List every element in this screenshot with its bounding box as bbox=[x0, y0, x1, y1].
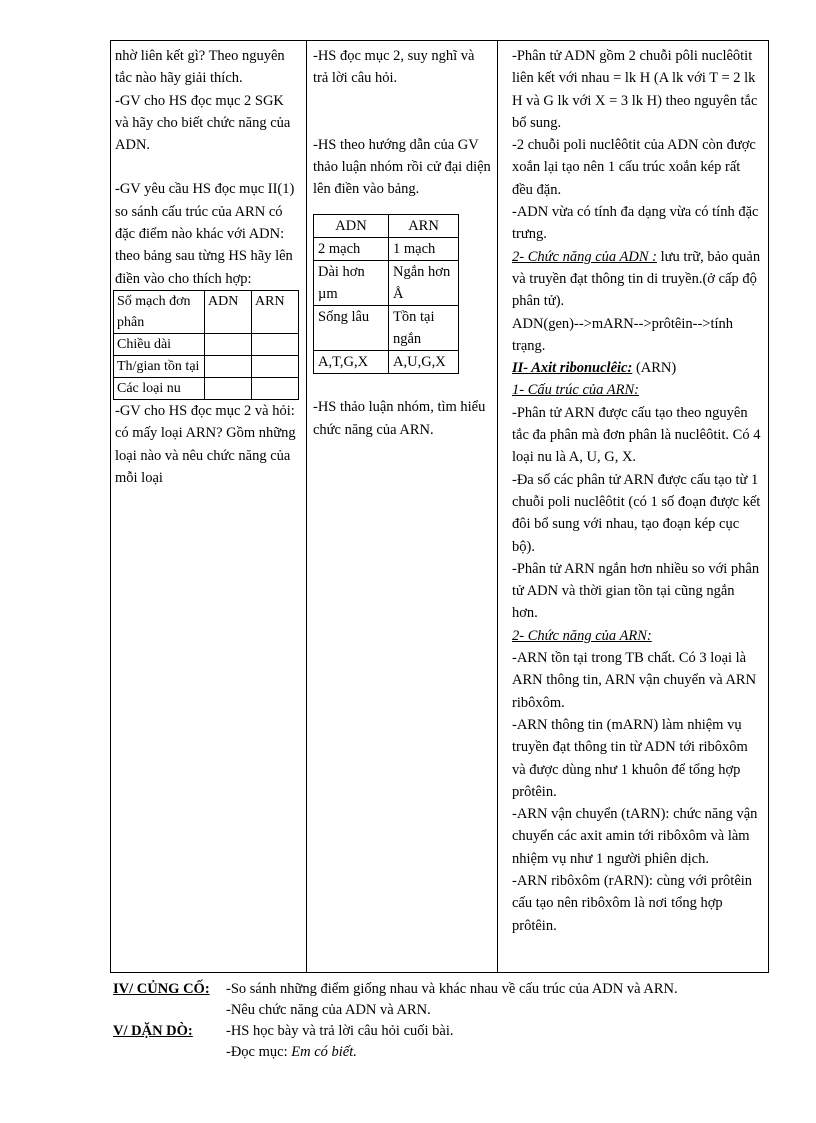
table-row bbox=[314, 351, 459, 374]
consolidation-row bbox=[113, 1000, 773, 1021]
teacher-activity-column bbox=[111, 41, 307, 972]
table-cell bbox=[252, 355, 299, 377]
homework-row bbox=[113, 1042, 773, 1063]
homework-label: V/ DẶN DÒ: bbox=[113, 1023, 193, 1039]
table-cell: Tồn tại ngắn bbox=[389, 306, 459, 351]
col3-paragraph-5: -Phân tử ARN được cấu tạo theo nguyên tắc đa phân mà đơn phân là nuclêôtit. Có 4 loại nu là A, U, G, X. bbox=[512, 404, 761, 466]
table-row bbox=[114, 355, 299, 377]
table-cell: Ngắn hơn Å bbox=[389, 261, 459, 306]
consolidation-item: -Nêu chức năng của ADN và ARN. bbox=[226, 1002, 431, 1018]
compare-table-answer bbox=[313, 214, 459, 374]
homework-row bbox=[113, 1021, 773, 1042]
arn-structure-heading: 1- Cấu trúc của ARN: bbox=[512, 382, 639, 399]
table-cell: Chiều dài bbox=[114, 333, 205, 355]
table-cell: Dài hơn µm bbox=[314, 261, 389, 306]
table-row bbox=[314, 261, 459, 306]
col1-paragraph-4: -GV cho HS đọc mục 2 và hỏi: có mấy loại ARN? Gồm những loại nào và nêu chức năng của mỗi loại bbox=[115, 402, 296, 486]
consolidation-item: -So sánh những điểm giống nhau và khác nhau về cấu trúc của ADN và ARN. bbox=[226, 981, 678, 997]
table-cell bbox=[252, 377, 299, 399]
arn-function-heading: 2- Chức năng của ARN: bbox=[512, 627, 652, 644]
lesson-table bbox=[110, 40, 769, 973]
table-cell: Số mạch đơn phân bbox=[114, 290, 205, 333]
col3-paragraph-8: -ARN tồn tại trong TB chất. Có 3 loại là ARN thông tin, ARN vận chuyển và ARN ribôxôm. bbox=[512, 650, 757, 711]
table-header-cell: ADN bbox=[314, 215, 389, 238]
lesson-footer bbox=[113, 979, 773, 1063]
content-column bbox=[498, 41, 770, 972]
table-row bbox=[114, 333, 299, 355]
adn-function-text: lưu trữ, bảo quản và truyền đạt thông tin di truyền.(ở cấp độ phân tử). bbox=[512, 248, 761, 310]
table-cell bbox=[205, 377, 252, 399]
table-row bbox=[114, 377, 299, 399]
table-cell: 1 mạch bbox=[389, 238, 459, 261]
homework-item: -HS học bày và trả lời câu hỏi cuối bài. bbox=[226, 1023, 454, 1039]
adn-function-heading: 2- Chức năng của ADN : bbox=[512, 248, 657, 265]
table-header-cell: ARN bbox=[389, 215, 459, 238]
col3-paragraph-7: -Phân tử ARN ngắn hơn nhiều so với phân tử ADN và thời gian tồn tại cũng ngắn hơn. bbox=[512, 560, 760, 622]
col3-paragraph-4: ADN(gen)-->mARN-->prôtêin-->tính trạng. bbox=[512, 315, 734, 354]
student-activity-column bbox=[307, 41, 498, 972]
col1-paragraph-2: -GV cho HS đọc mục 2 SGK và hãy cho biết chức năng của ADN. bbox=[115, 92, 291, 154]
table-row bbox=[114, 290, 299, 333]
compare-table-blank bbox=[113, 290, 299, 400]
arn-section-suffix: (ARN) bbox=[632, 360, 677, 377]
table-cell bbox=[205, 355, 252, 377]
adn-function-paragraph bbox=[504, 246, 762, 313]
col3-paragraph-9: -ARN thông tin (mARN) làm nhiệm vụ truyền đạt thông tin từ ADN tới ribôxôm và được dùng như 1 khuôn để tổng hợp prôtêin. bbox=[512, 716, 748, 800]
col2-paragraph-1: -HS đọc mục 2, suy nghĩ và trả lời câu hỏi. bbox=[313, 48, 475, 87]
table-cell bbox=[252, 333, 299, 355]
table-cell: ARN bbox=[252, 290, 299, 333]
table-row bbox=[314, 306, 459, 351]
consolidation-row bbox=[113, 979, 773, 1000]
col3-paragraph-11: -ARN ribôxôm (rARN): cùng với prôtêin cấu tạo nên ribôxôm là nơi tổng hợp prôtêin. bbox=[512, 872, 753, 934]
table-cell: ADN bbox=[205, 290, 252, 333]
col1-paragraph-3: -GV yêu cầu HS đọc mục II(1) so sánh cấu trúc của ARN có đặc điểm nào khác với ADN: theo bảng sau từng HS hãy lên điền vào cho thích hợp: bbox=[115, 181, 295, 287]
table-header-row bbox=[314, 215, 459, 238]
col2-paragraph-3: -HS thảo luận nhóm, tìm hiểu chức năng của ARN. bbox=[313, 399, 486, 438]
table-cell: 2 mạch bbox=[314, 238, 389, 261]
homework-item bbox=[226, 1042, 773, 1063]
table-cell: Các loại nu bbox=[114, 377, 205, 399]
col3-paragraph-6: -Đa số các phân tử ARN được cấu tạo từ 1 chuỗi poli nuclêôtit (có 1 số đoạn được kết đôi bổ sung với nhau, tạo đoạn kép cục bộ). bbox=[512, 471, 761, 555]
table-cell bbox=[205, 333, 252, 355]
arn-section-heading bbox=[504, 357, 762, 379]
col3-paragraph-1: -Phân tử ADN gồm 2 chuỗi pôli nuclêôtit liên kết với nhau = lk H (A lk với T = 2 lk H và G lk với X = 3 lk H) theo nguyên tắc bổ sung. bbox=[512, 48, 758, 131]
table-cell: Th/gian tồn tại bbox=[114, 355, 205, 377]
arn-section-title: II- Axit ribonuclêic: bbox=[512, 360, 633, 377]
homework-prefix: -Đọc mục: bbox=[226, 1044, 292, 1060]
table-cell: A,U,G,X bbox=[389, 351, 459, 374]
col3-paragraph-3: -ADN vừa có tính đa dạng vừa có tính đặc trưng. bbox=[512, 204, 759, 243]
col3-paragraph-10: -ARN vận chuyển (tARN): chức năng vận chuyển các axit amin tới ribôxôm và làm nhiệm vụ như 1 người phiên dịch. bbox=[512, 806, 758, 867]
col1-paragraph-1: nhờ liên kết gì? Theo nguyên tắc nào hãy giải thích. bbox=[115, 48, 285, 87]
homework-reading-title: Em có biết. bbox=[291, 1044, 357, 1060]
col3-paragraph-2: -2 chuỗi poli nuclêôtit của ADN còn được xoắn lại tạo nên 1 cấu trúc xoắn kép rất đều đặn. bbox=[512, 137, 756, 198]
table-row bbox=[314, 238, 459, 261]
consolidation-label: IV/ CỦNG CỐ: bbox=[113, 981, 210, 997]
table-cell: A,T,G,X bbox=[314, 351, 389, 374]
col2-paragraph-2: -HS theo hướng dẫn của GV thảo luận nhóm rồi cử đại diện lên điền vào bảng. bbox=[313, 136, 491, 198]
table-cell: Sống lâu bbox=[314, 306, 389, 351]
